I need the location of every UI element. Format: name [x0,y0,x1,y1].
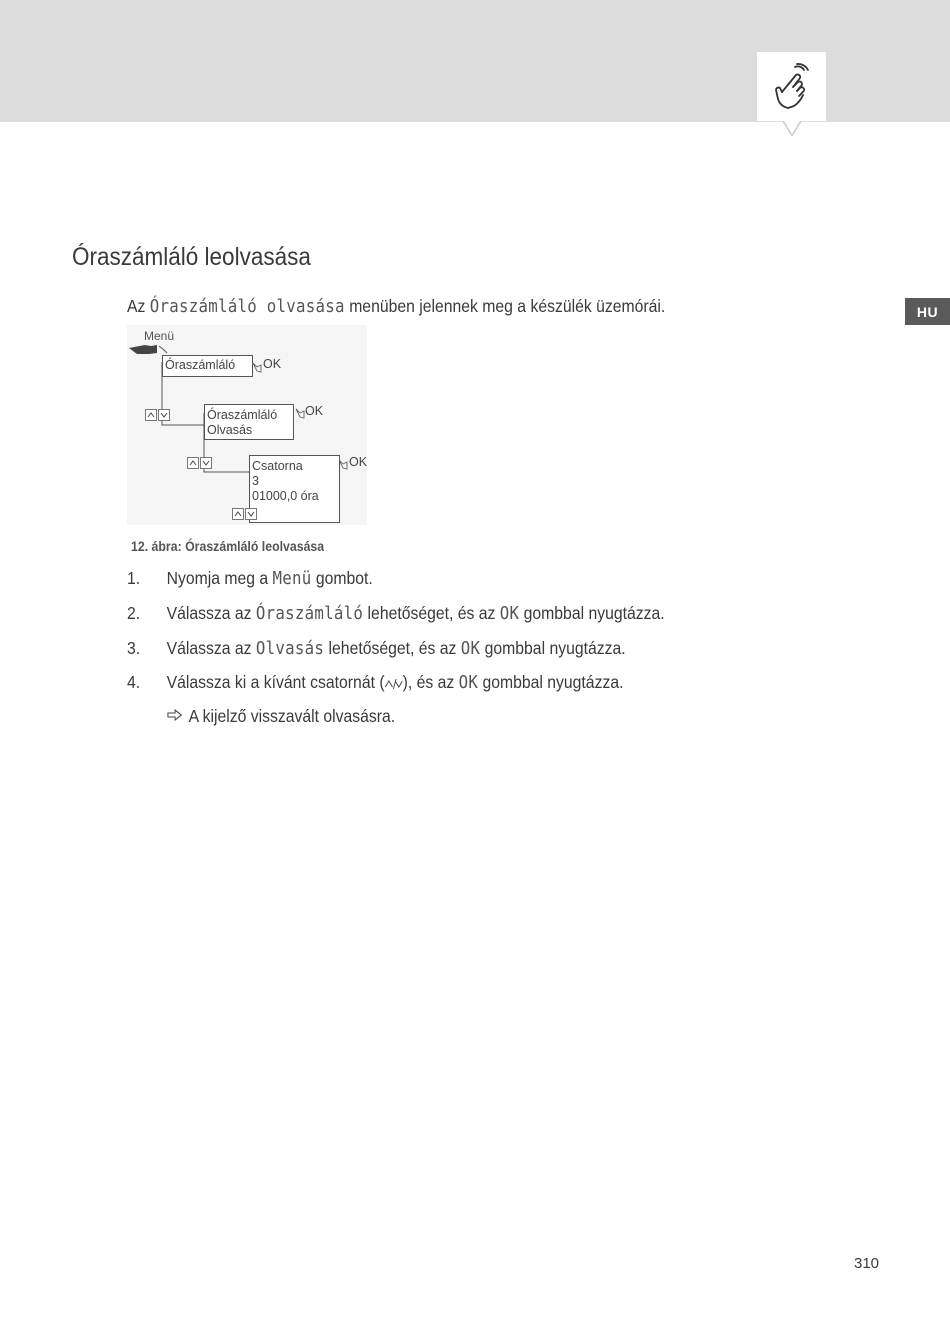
step-text: gombot. [311,568,373,588]
step-code: Menü [272,569,312,589]
diagram-menu-label: Menü [144,329,175,343]
step-text: ), és az [402,672,459,692]
diagram-box-2 [204,404,294,440]
step-3 [127,638,626,659]
box3-line2: 3 [252,474,259,488]
step-text: Válassza ki a kívánt csatornát ( [166,672,385,692]
down-arrow-icon [158,409,170,421]
step-text: Válassza az [166,603,256,623]
intro-menu-term: Óraszámláló olvasása [149,297,345,317]
step-number: 4. [127,672,141,692]
down-arrow-icon [200,457,212,469]
step-text: lehetőséget, és az [324,638,461,658]
up-arrow-icon [145,409,157,421]
step-text: gombbal nyugtázza. [519,603,665,623]
step-code: Olvasás [255,639,325,659]
box2-line2: Olvasás [207,423,253,437]
step-text: Válassza az [166,638,256,658]
result-text: A kijelző visszavált olvasásra. [188,706,396,726]
result-line [167,706,395,727]
diagram-ok-3: OK [349,455,368,469]
diagram-box-3 [249,455,340,523]
step-text: gombbal nyugtázza. [478,672,624,692]
up-arrow-icon [187,457,199,469]
step-number: 3. [127,638,141,658]
page-number: 310 [854,1255,880,1272]
step-code: OK [460,639,481,659]
step-text: lehetőséget, és az [363,603,500,623]
figure-caption: 12. ábra: Óraszámláló leolvasása [131,538,325,554]
section-icon-tab [757,52,826,121]
box3-line1: Csatorna [252,459,303,473]
step-4 [127,672,623,693]
step-text: Nyomja meg a [166,568,273,588]
hand-tap-icon [770,62,814,112]
step-code: OK [458,673,479,693]
intro-after: menüben jelennek meg a készülék üzemórái. [344,296,666,316]
up-arrow-icon [232,508,244,520]
intro-text [127,296,665,317]
step-code: Óraszámláló [255,604,364,624]
diagram-arrows-1 [145,409,171,421]
step-2 [127,603,665,624]
result-arrow-icon [167,709,183,721]
step-text: gombbal nyugtázza. [480,638,626,658]
box2-line1: Óraszámláló [207,408,278,422]
step-1 [127,568,373,589]
diagram-arrows-3 [232,508,258,520]
tab-pointer-inner [784,121,800,134]
diagram-ok-2: OK [305,404,324,418]
diagram-box-1 [162,355,253,377]
diagram-ok-1: OK [263,357,282,371]
pointing-hand-icon [129,345,157,354]
down-arrow-icon [245,508,257,520]
menu-diagram [127,325,367,525]
intro-before: Az [127,296,150,316]
diagram-arrows-2 [187,457,213,469]
step-code: OK [499,604,520,624]
step-number: 2. [127,603,141,623]
box3-line3: 01000,0 óra [252,489,319,503]
box1-line1: Óraszámláló [165,358,236,372]
page-title: Óraszámláló leolvasása [72,243,311,271]
up-down-arrows-icon [385,677,403,689]
step-number: 1. [127,568,141,588]
language-tab: HU [905,298,950,325]
